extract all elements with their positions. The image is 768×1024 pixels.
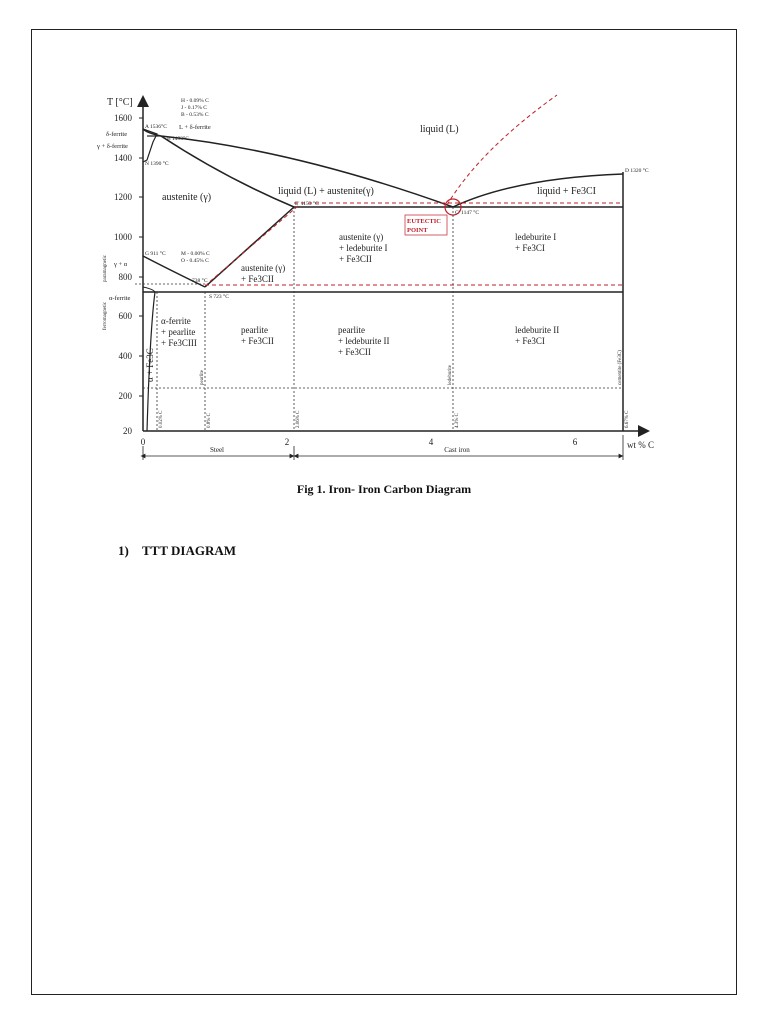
gamma-delta-label: γ + δ-ferrite <box>97 143 128 150</box>
x-tick: 0 <box>140 437 146 447</box>
paramagnetic-label: paramagnetic <box>103 255 108 282</box>
liquid-fe3c-label: liquid + Fe3CI <box>537 186 596 197</box>
ledeburite-2-label: ledeburite II <box>515 325 560 335</box>
pearlite-ledeburite-label: + ledeburite II <box>338 336 390 346</box>
steel-label: Steel <box>210 446 224 454</box>
alpha-ferrite-label: α-ferrite <box>109 295 131 302</box>
y-tick: 800 <box>118 272 132 282</box>
eutectic-label: POINT <box>407 227 428 234</box>
gamma-alpha-label: γ + α <box>114 261 128 268</box>
pearlite-label: pearlite <box>241 325 268 335</box>
pearlite-ledeburite-label: + Fe3CII <box>338 347 371 357</box>
ledeburite-1-label: ledeburite I <box>515 232 557 242</box>
iron-carbon-diagram <box>95 90 665 465</box>
austenite-fe3c-label: austenite (γ) <box>241 263 286 273</box>
point-e: E' 1153 °C <box>295 201 319 207</box>
y-axis-label: T [°C] <box>107 97 133 108</box>
pearlite-vertical-label: pearlite <box>200 370 205 385</box>
section-heading <box>118 543 236 559</box>
eutectic-label: EUTECTIC <box>407 218 441 225</box>
x-tick: 6 <box>572 437 578 447</box>
point-g: G 911 °C <box>145 251 166 257</box>
y-tick: 20 <box>123 426 132 436</box>
composition-m: M - 0.00% C <box>181 251 210 257</box>
pearlite-label: + Fe3CII <box>241 336 274 346</box>
point-c: C' 1147 °C <box>455 210 480 216</box>
carbon-value: 0.02% C <box>159 410 164 428</box>
cast-iron-label: Cast iron <box>444 446 470 454</box>
x-axis-label: wt % C <box>627 440 654 450</box>
l-delta-label: L + δ-ferrite <box>179 124 211 131</box>
composition-h: H - 0.09% C <box>181 98 209 104</box>
ferrite-pearlite-label: α-ferrite <box>161 316 191 326</box>
point-s-prime: 738 °C <box>192 278 208 284</box>
liquid-austenite-label: liquid (L) + austenite(γ) <box>278 186 374 197</box>
liquid-label: liquid (L) <box>420 124 459 135</box>
alpha-fe3c-label: α + Fe3C <box>145 348 155 382</box>
y-tick: 1200 <box>114 192 132 202</box>
ledeburite-vertical-label: ledeburite <box>448 365 453 385</box>
x-tick: 4 <box>428 437 434 447</box>
y-tick: 600 <box>118 311 132 321</box>
y-tick: 1600 <box>114 113 132 123</box>
austenite-label: austenite (γ) <box>162 192 212 203</box>
ferrite-pearlite-label: + pearlite <box>161 327 196 337</box>
carbon-value: 0.8% C <box>207 413 212 428</box>
ledeburite-2-label: + Fe3CI <box>515 336 545 346</box>
point-d: D 1320 °C <box>625 168 649 174</box>
austenite-ledeburite-label: austenite (γ) <box>339 232 384 242</box>
composition-o: O - 0.45% C <box>181 258 209 264</box>
composition-b: B - 0.53% C <box>181 112 209 118</box>
section-title: TTT DIAGRAM <box>142 543 237 558</box>
carbon-value: 2.06% C <box>296 410 301 428</box>
austenite-ledeburite-label: + Fe3CII <box>339 254 372 264</box>
section-number: 1) <box>118 543 129 558</box>
delta-ferrite-label: δ-ferrite <box>106 131 128 138</box>
point-n: N 1390 °C <box>145 161 169 167</box>
x-tick: 2 <box>284 437 290 447</box>
y-tick: 200 <box>118 391 132 401</box>
y-tick: 1000 <box>114 232 132 242</box>
cementite-vertical-label: cementite (Fe3C) <box>618 350 623 385</box>
ferrite-pearlite-label: + Fe3CIII <box>161 338 197 348</box>
austenite-ledeburite-label: + ledeburite I <box>339 243 388 253</box>
figure-caption: Fig 1. Iron- Iron Carbon Diagram <box>296 482 472 496</box>
ferromagnetic-label: ferromagnetic <box>103 301 108 330</box>
point-a: A 1536°C <box>145 124 167 130</box>
point-s: S 723 °C <box>209 294 229 300</box>
ledeburite-1-label: + Fe3CI <box>515 243 545 253</box>
y-tick: 1400 <box>114 153 132 163</box>
pearlite-ledeburite-label: pearlite <box>338 325 365 335</box>
carbon-value: 4.3% C <box>455 413 460 428</box>
austenite-fe3c-label: + Fe3CII <box>241 274 274 284</box>
point-b: B 1493°C <box>167 136 189 142</box>
y-tick: 400 <box>118 351 132 361</box>
carbon-value: 6.67% C <box>625 410 630 428</box>
composition-j: J - 0.17% C <box>181 105 207 111</box>
